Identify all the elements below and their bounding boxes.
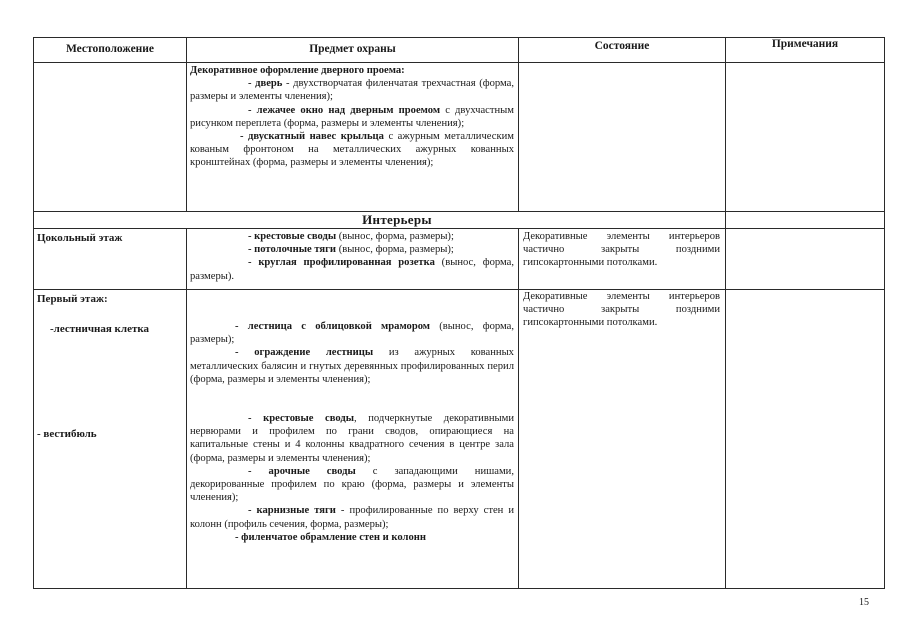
rosette-item-text: (вынос, форма, размеры). [190,257,514,282]
cross-vaults-item-text: , подчеркнутые декоративными нервюрами и профилем по грани сводов, опирающиеся на капитальные стены и 4 колонны квадратного сечения в центре зала (форма, размеры и элементы членения); [190,413,514,464]
cornice-item-text: - профилированные по верху стен и колонн (профиль сечения, форма, размеры); [190,505,514,530]
stair-item-text: (вынос, форма, размеры); [190,321,514,346]
vaults-item-text: (вынос, форма, размеры); [336,231,454,242]
canopy-item-text: с ажурным металлическим кованым фронтоном на металлических ажурных кованных кронштейнах (форма, размеры и элементы членения); [190,131,514,169]
table-right-border [884,37,885,589]
door-decoration-heading: Декоративное оформление дверного проема: [190,65,405,76]
stair-item [190,320,514,346]
location-vestibule: - вестибюль [37,428,97,440]
first-floor-condition-cell: Декоративные элементы интерьеров частично закрыты поздними гипсокартонными потолками. [523,291,720,329]
section-bottom-border [33,228,885,229]
panel-item: - филенчатое обрамление стен и колонн [235,531,426,543]
rods-item-title: - потолочные тяги [248,244,337,256]
header-condition: Состояние [594,40,650,52]
fence-item-text: из ажурных кованных металлических балясин и гнутых деревянных профилированных перил (форма, размеры и элементы членения); [190,347,514,385]
cornice-item-title: - карнизные тяги [248,505,336,517]
rods-item [190,243,514,256]
arch-vaults-item-text: с западающими нишами, декорированные профилем по краю (форма, размеры и элементы членения); [190,465,514,504]
rosette-item-title: - круглая профилированная розетка [248,257,435,269]
first-floor-subject-cell [190,320,514,544]
header-bottom-border [33,62,885,63]
cross-vaults-item [190,412,514,465]
column-divider-1 [186,37,187,212]
page-number: 15 [859,597,869,608]
window-item-title: - лежачее окно над дверным проемом [248,104,441,116]
window-item-text: с двухчастным рисунком переплета (форма, размеры и элементы членения); [190,104,514,129]
canopy-item [190,130,514,170]
column-divider-1 [186,228,187,589]
cross-vaults-item-title: - крестовые своды [248,413,355,425]
arch-vaults-item-title: - арочные своды [248,465,356,477]
column-divider-2 [518,37,519,212]
door-decoration-cell [190,64,514,170]
stair-item-title: - лестница с облицовкой мрамором [235,321,431,332]
door-item-title: - дверь [248,78,283,90]
location-basement: Цокольный этаж [37,232,123,244]
window-item [190,104,514,130]
fence-item [190,346,514,386]
basement-condition-cell: Декоративные элементы интерьеров частично закрыты поздними гипсокартонными потолками. [523,231,720,269]
arch-vaults-item [190,465,514,505]
interiors-section-title: Интерьеры [362,212,432,227]
row-divider [33,289,885,290]
header-location: Местоположение [65,43,155,55]
cornice-item [190,504,514,530]
header-subject: Предмет охраны [309,43,396,55]
vaults-item-title: - крестовые своды [248,231,337,242]
rods-item-text: (вынос, форма, размеры); [336,244,454,256]
fence-item-title: - ограждение лестницы [235,347,374,359]
location-staircase: -лестничная клетка [50,323,150,335]
canopy-item-title: - двускатный навес крыльца [240,131,384,143]
table-bottom-border [33,588,885,589]
door-item-text: - двухстворчатая филенчатая трехчастная (форма, размеры и элементы членения); [190,78,514,103]
header-notes: Примечания [771,38,839,50]
column-divider-3 [725,37,726,589]
vaults-item [190,230,514,243]
door-item [190,77,514,103]
rosette-item [190,256,514,282]
column-divider-2 [518,228,519,589]
basement-subject-cell [190,230,514,283]
table-left-border [33,37,34,589]
location-first-floor: Первый этаж: [37,293,108,305]
